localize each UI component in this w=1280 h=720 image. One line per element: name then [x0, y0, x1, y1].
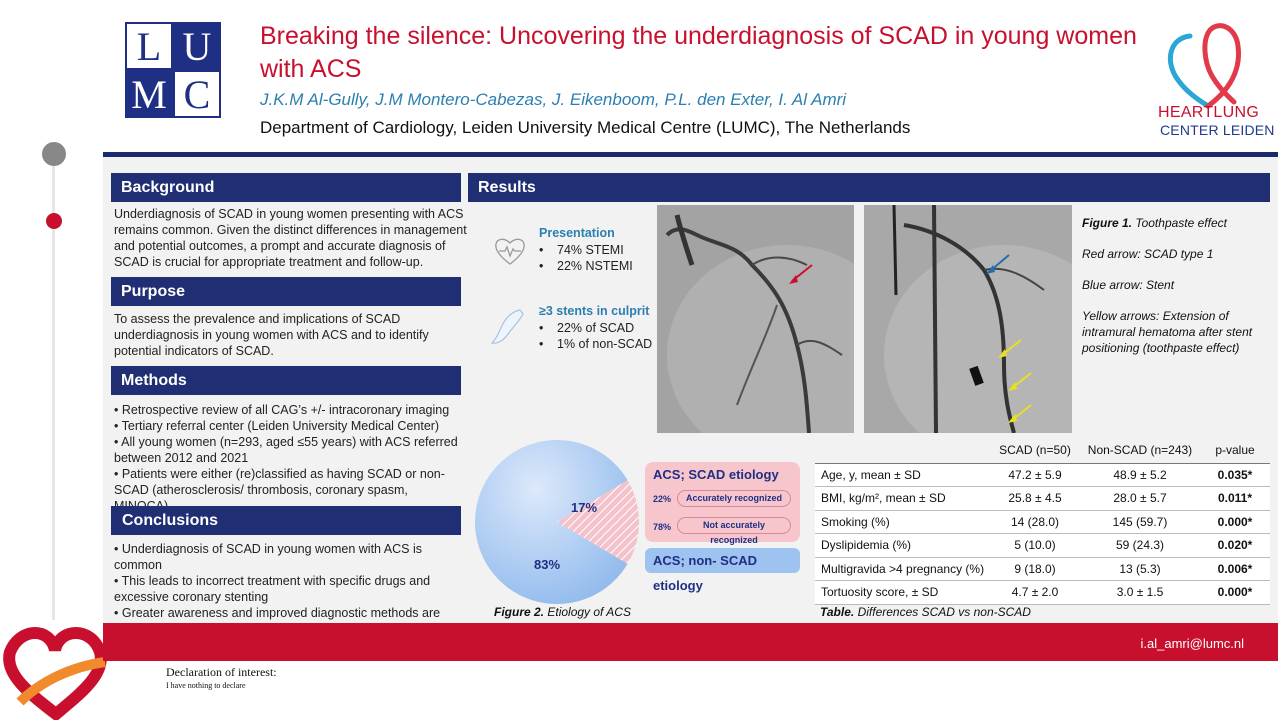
conclusions-item: • Greater awareness and improved diagnostic methods are — [114, 606, 441, 620]
figure1-blue-arrow-text: Blue arrow: Stent — [1082, 278, 1175, 292]
table-caption-label: Table. — [820, 605, 855, 619]
not-accurate-pct: 78% — [653, 522, 672, 532]
table-cell: 47.2 ± 5.9 — [990, 463, 1080, 487]
table-header: p-value — [1200, 437, 1270, 463]
figure2-caption — [494, 605, 631, 619]
methods-item: • Tertiary referral center (Leiden University Medical Center) — [114, 419, 440, 433]
table-cell: 4.7 ± 2.0 — [990, 581, 1080, 605]
stents-item: • 22% of SCAD — [539, 320, 652, 336]
table-cell: 0.000* — [1200, 510, 1270, 534]
lumc-logo-letter: L — [127, 24, 171, 68]
figure1-caption-text: Toothpaste effect — [1135, 216, 1227, 230]
conclusions-heading: Conclusions — [111, 506, 461, 535]
accurate-pct: 22% — [653, 494, 672, 504]
heartlung-logo-subtext: CENTER LEIDEN — [1160, 122, 1275, 138]
table-cell: 3.0 ± 1.5 — [1080, 581, 1200, 605]
conclusions-item: • This leads to incorrect treatment with specific drugs and excessive coronary stenting — [114, 574, 431, 604]
methods-item: • Patients were either (re)classified as having SCAD or non-SCAD (atherosclerosis/ thrombosis, coronary spasm, — [114, 467, 445, 497]
conclusions-item: • Underdiagnosis of SCAD in young women with ACS is common — [114, 542, 422, 572]
scad-etiology-title: ACS; SCAD etiology — [653, 467, 779, 482]
figure1-caption-label: Figure 1. — [1082, 216, 1133, 230]
stent-icon — [490, 306, 526, 346]
figure2-caption-label: Figure 2. — [494, 605, 545, 619]
table-row — [815, 463, 1270, 487]
table-row — [815, 581, 1270, 605]
table-cell: 0.020* — [1200, 534, 1270, 558]
table-header — [815, 437, 990, 463]
figure1-yellow-arrow-text: Yellow arrows: Extension of intramural hematoma after stent positioning (toothpaste effect) — [1082, 309, 1253, 355]
department: Department of Cardiology, Leiden University Medical Centre (LUMC), The Netherlands — [260, 118, 911, 137]
declaration-text: I have nothing to declare — [166, 681, 246, 690]
presentation-title: Presentation — [539, 226, 615, 240]
figure1-red-arrow-text: Red arrow: SCAD type 1 — [1082, 247, 1214, 261]
table-caption — [820, 605, 1031, 619]
stents-title: ≥3 stents in culprit — [539, 304, 650, 318]
poster-title: Breaking the silence: Uncovering the underdiagnosis of SCAD in young women with ACS — [260, 22, 1137, 83]
etiology-pie-chart — [472, 437, 642, 607]
lumc-logo — [125, 22, 221, 118]
stents-list — [539, 320, 652, 352]
background-text: Underdiagnosis of SCAD in young women presenting with ACS remains common. Given the distinct differences in management and potential outcomes, a prompt and accurate diagnosis of SCAD is crucial for appropriate treatment and follow-up. — [114, 207, 467, 269]
table-cell: BMI, kg/m², mean ± SD — [815, 487, 990, 511]
pie-label-nonscad: 83% — [533, 557, 561, 572]
accurate-label: Accurately recognized — [677, 490, 791, 507]
methods-item: • Retrospective review of all CAG’s +/- intracoronary imaging — [114, 403, 450, 417]
figure1-legend — [1082, 215, 1272, 371]
table-row — [815, 510, 1270, 534]
figure2-caption-text: Etiology of ACS — [547, 605, 631, 619]
stents-item: • 1% of non-SCAD — [539, 336, 652, 352]
background-heading: Background — [111, 173, 461, 202]
not-accurate-label: Not accurately recognized — [677, 517, 791, 534]
results-heading: Results — [468, 173, 1270, 202]
heartlung-logo-text: HEARTLUNG — [1158, 104, 1260, 121]
table-header: Non-SCAD (n=243) — [1080, 437, 1200, 463]
presentation-list — [539, 242, 633, 274]
angiogram-image-left — [657, 205, 854, 433]
authors: J.K.M Al-Gully, J.M Montero-Cabezas, J. Eikenboom, P.L. den Exter, I. Al Amri — [260, 90, 847, 109]
table-row — [815, 534, 1270, 558]
table-header-row — [815, 437, 1270, 463]
table-row — [815, 557, 1270, 581]
ribbon-decoration-icon — [0, 622, 110, 720]
table-row — [815, 487, 1270, 511]
table-cell: 25.8 ± 4.5 — [990, 487, 1080, 511]
purpose-text: To assess the prevalence and implications of SCAD underdiagnosis in young women with ACS and to identify potential indicators of SCAD. — [114, 312, 429, 358]
scad-etiology-box — [645, 462, 800, 545]
table-cell: 0.035* — [1200, 463, 1270, 487]
figure1-caption — [1082, 215, 1272, 231]
table-cell: 13 (5.3) — [1080, 557, 1200, 581]
nonscad-etiology-box: ACS; non- SCAD etiology — [645, 548, 800, 573]
pie-label-scad: 17% — [570, 500, 598, 515]
presentation-item: • 22% NSTEMI — [539, 258, 633, 274]
methods-list — [114, 402, 464, 514]
purpose-heading: Purpose — [111, 277, 461, 306]
table-cell: 48.9 ± 5.2 — [1080, 463, 1200, 487]
table-cell: 0.006* — [1200, 557, 1270, 581]
table-cell: Dyslipidemia (%) — [815, 534, 990, 558]
table-cell: 14 (28.0) — [990, 510, 1080, 534]
table-cell: 145 (59.7) — [1080, 510, 1200, 534]
table-cell: 0.011* — [1200, 487, 1270, 511]
methods-heading: Methods — [111, 366, 461, 395]
timeline-dot-grey — [42, 142, 66, 166]
table-cell: Smoking (%) — [815, 510, 990, 534]
table-cell: Age, y, mean ± SD — [815, 463, 990, 487]
table-cell: 9 (18.0) — [990, 557, 1080, 581]
table-cell: 0.000* — [1200, 581, 1270, 605]
presentation-item: • 74% STEMI — [539, 242, 633, 258]
table-cell: Multigravida >4 pregnancy (%) — [815, 557, 990, 581]
angiogram-image-right — [864, 205, 1072, 433]
table-header: SCAD (n=50) — [990, 437, 1080, 463]
lumc-logo-letter: M — [127, 72, 171, 116]
table-cell: 28.0 ± 5.7 — [1080, 487, 1200, 511]
footer-bar — [103, 623, 1278, 661]
table-cell: Tortuosity score, ± SD — [815, 581, 990, 605]
table-cell: 59 (24.3) — [1080, 534, 1200, 558]
heart-icon — [494, 236, 526, 266]
contact-email: i.al_amri@lumc.nl — [1140, 636, 1244, 651]
differences-table — [815, 437, 1270, 605]
declaration-title: Declaration of interest: — [166, 665, 277, 679]
methods-item: • All young women (n=293, aged ≤55 years) with ACS referred between 2012 and 2021 — [114, 435, 458, 465]
timeline-dot-red — [46, 213, 62, 229]
lumc-logo-letter: U — [175, 24, 219, 68]
lumc-logo-letter: C — [175, 72, 219, 116]
table-cell: 5 (10.0) — [990, 534, 1080, 558]
table-caption-text: Differences SCAD vs non-SCAD — [857, 605, 1031, 619]
